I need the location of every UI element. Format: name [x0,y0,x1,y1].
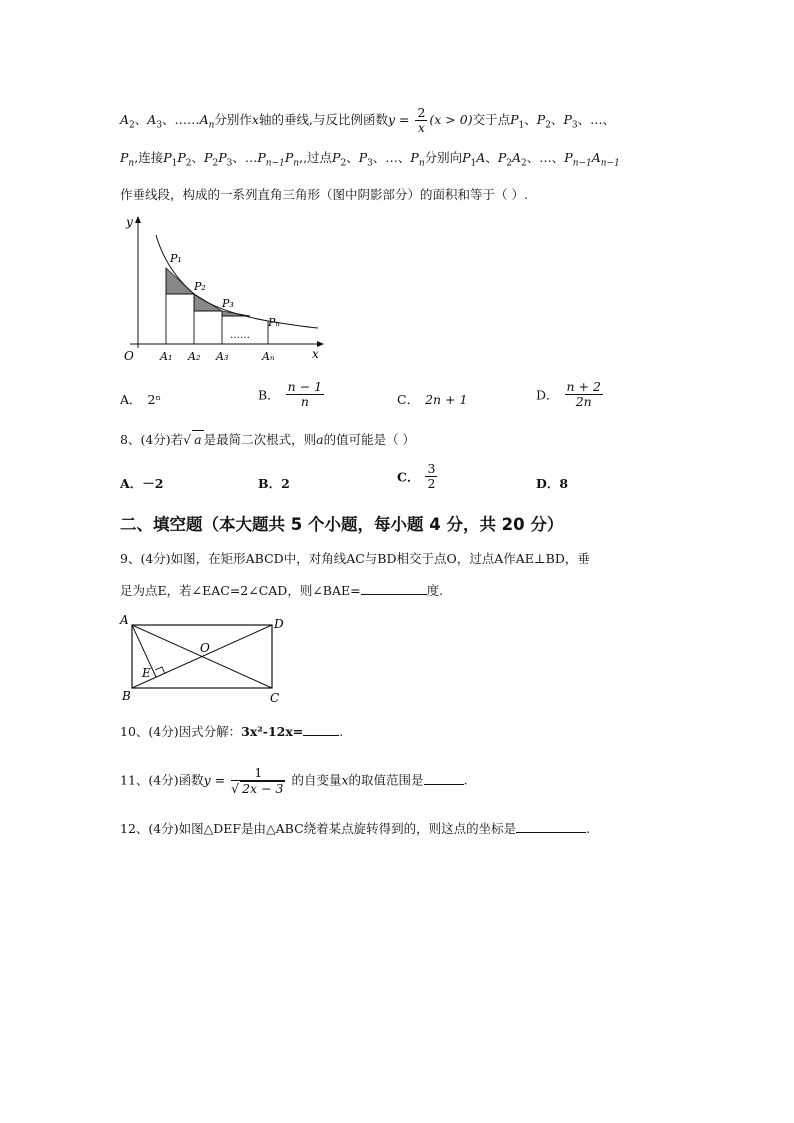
q11-answer-blank[interactable] [424,784,464,785]
label-A2: A₂ [188,350,201,363]
q12-answer-blank[interactable] [516,832,586,833]
q10-answer-blank[interactable] [303,735,339,736]
q7-option-A[interactable]: A． 2ⁿ [120,392,161,407]
q8-option-C[interactable]: C． $\frac{3}{2}$ [397,461,436,491]
label-Pn: Pₙ [268,316,280,329]
q9-line-1: 9、(4分)如图，在矩形ABCD中，对角线AC与BD相交于点O，过点A作AE⊥BD，垂 [120,551,590,566]
q7-hyperbola-figure [118,210,338,370]
label-O: O [124,349,134,363]
section-2-title: 二、填空题（本大题共 5 个小题，每小题 4 分，共 20 分） [120,515,564,534]
label-P1: P₁ [170,252,182,265]
right-angle-mark [155,667,165,674]
label-A3: A₃ [216,350,229,363]
label-C: C [270,691,280,705]
label-dots: …… [230,330,250,341]
q8-option-A[interactable]: A．－2 [120,476,164,491]
label-O: O [200,641,210,655]
q11-question: 11、(4分)函数y = $\frac{1}{√ 2x - 3}$ 的自变量x的取值范围是 . [120,765,468,796]
q10-question: 10、(4分)因式分解：3x²-12x= . [120,724,344,739]
label-x: x [312,347,319,361]
label-P3: P₃ [222,297,234,310]
q7-line-3: 作垂线段，构成的一系列直角三角形（图中阴影部分）的面积和等于（ ）. [120,187,528,202]
q7-formula-fraction: $\frac{2}{x}$ [417,105,426,135]
q7-option-B[interactable]: B． $\frac{n - 1}{n}$ [258,379,323,409]
q9-answer-blank[interactable] [361,594,427,595]
label-An: Aₙ [262,350,275,363]
q8-option-D[interactable]: D．8 [536,476,569,491]
q7-line-1: $A_2$、$A_3$、$\dots\dots A_n$分别作x轴的垂线,与反比例函数y = $\frac{2}{x}$ (x > 0)交于点$P_1$、$P_2$、$P_3$、…、 [120,105,616,135]
q9-rectangle-figure [118,612,293,708]
q7-line-2: $P_n$,连接$P_1P_2$、$P_2P_3$、$\dots P_{n-1}P_n$,,过点$P_2$、$P_3$、…、$P_n$分别向$P_1A$、$P_2A_2$、…、$P_{n-1}A_{n-1}$ [120,150,620,169]
label-E: E [142,666,151,680]
label-P2: P₂ [194,280,206,293]
label-A1: A₁ [160,350,173,363]
q8-option-B[interactable]: B．2 [258,476,290,491]
label-A: A [120,613,129,627]
q11-fraction: $\frac{1}{√ 2x - 3}$ [231,765,284,796]
label-B: B [122,689,131,703]
label-y: y [126,215,133,229]
q7-option-D[interactable]: D． $\frac{n + 2}{2n}$ [536,379,601,409]
q12-question: 12、(4分)如图△DEF是由△ABC绕着某点旋转得到的，则这点的坐标是 . [120,821,591,836]
q9-line-2: 足为点E，若∠EAC=2∠CAD，则∠BAE= 度. [120,583,444,598]
q8-question: 8、(4分)若√ a 是最简二次根式，则a的值可能是（ ） [120,432,416,447]
label-D: D [274,617,284,631]
q7-option-C[interactable]: C． 2n + 1 [397,392,468,407]
